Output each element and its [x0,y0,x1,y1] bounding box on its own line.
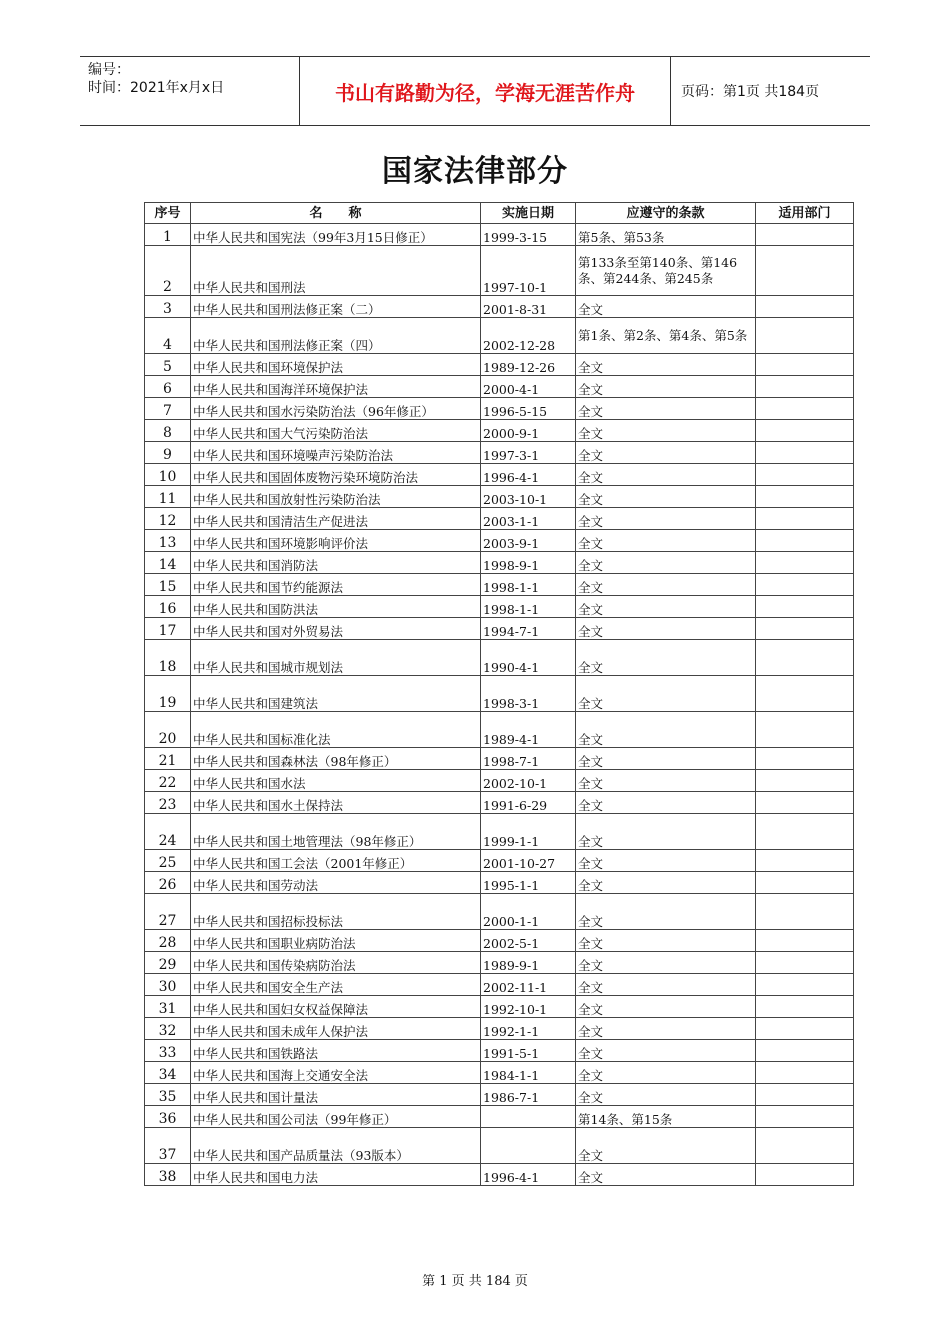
table-row [145,952,854,974]
cell-no: 18 [145,640,191,676]
cell-dept [756,224,854,246]
cell-clause: 第133条至第140条、第146条、第244条、第245条 [576,246,756,296]
time-label: 时间：2021年x月x日 [88,80,225,96]
cell-name: 中华人民共和国环境噪声污染防治法 [191,442,481,464]
cell-date: 1984-1-1 [481,1062,576,1084]
table-row [145,748,854,770]
cell-dept [756,486,854,508]
cell-name: 中华人民共和国固体废物污染环境防治法 [191,464,481,486]
cell-no: 23 [145,792,191,814]
cell-clause: 全文 [576,1164,756,1186]
cell-dept [756,464,854,486]
cell-dept [756,596,854,618]
cell-no: 7 [145,398,191,420]
cell-dept [756,974,854,996]
table-body [145,224,854,1186]
cell-date: 1989-12-26 [481,354,576,376]
cell-no: 14 [145,552,191,574]
col-header-date: 实施日期 [481,203,576,224]
cell-no: 13 [145,530,191,552]
cell-no: 5 [145,354,191,376]
cell-date: 1990-4-1 [481,640,576,676]
cell-clause: 全文 [576,1018,756,1040]
cell-name: 中华人民共和国水污染防治法（96年修正） [191,398,481,420]
cell-date: 1999-3-15 [481,224,576,246]
cell-dept [756,712,854,748]
table-row [145,574,854,596]
cell-dept [756,930,854,952]
number-label: 编号： [88,62,130,78]
cell-clause: 全文 [576,618,756,640]
cell-name: 中华人民共和国传染病防治法 [191,952,481,974]
cell-name: 中华人民共和国土地管理法（98年修正） [191,814,481,850]
cell-date: 2003-1-1 [481,508,576,530]
cell-date: 1997-3-1 [481,442,576,464]
cell-date: 1999-1-1 [481,814,576,850]
cell-name: 中华人民共和国建筑法 [191,676,481,712]
cell-no: 22 [145,770,191,792]
cell-name: 中华人民共和国消防法 [191,552,481,574]
cell-date [481,1106,576,1128]
cell-no: 37 [145,1128,191,1164]
table-row [145,676,854,712]
cell-clause: 全文 [576,420,756,442]
cell-dept [756,354,854,376]
cell-name: 中华人民共和国环境保护法 [191,354,481,376]
cell-name: 中华人民共和国公司法（99年修正） [191,1106,481,1128]
cell-dept [756,748,854,770]
table-row [145,1164,854,1186]
cell-no: 26 [145,872,191,894]
cell-date: 2000-1-1 [481,894,576,930]
cell-dept [756,398,854,420]
page-title: 国家法律部分 [382,154,568,189]
cell-clause: 全文 [576,676,756,712]
cell-date: 2003-10-1 [481,486,576,508]
table-row [145,850,854,872]
table-row [145,894,854,930]
cell-date: 1991-6-29 [481,792,576,814]
cell-date: 1986-7-1 [481,1084,576,1106]
table-row [145,618,854,640]
table-row [145,296,854,318]
table-row [145,508,854,530]
cell-date: 1992-1-1 [481,1018,576,1040]
col-header-dept: 适用部门 [756,203,854,224]
cell-name: 中华人民共和国未成年人保护法 [191,1018,481,1040]
cell-clause: 全文 [576,930,756,952]
cell-clause: 全文 [576,872,756,894]
cell-clause: 全文 [576,770,756,792]
cell-dept [756,872,854,894]
cell-name: 中华人民共和国对外贸易法 [191,618,481,640]
cell-no: 11 [145,486,191,508]
table-row [145,1040,854,1062]
cell-name: 中华人民共和国宪法（99年3月15日修正） [191,224,481,246]
cell-date: 1991-5-1 [481,1040,576,1062]
cell-date: 2000-9-1 [481,420,576,442]
cell-dept [756,640,854,676]
cell-clause: 全文 [576,814,756,850]
cell-dept [756,318,854,354]
cell-dept [756,996,854,1018]
table-row [145,1128,854,1164]
cell-no: 10 [145,464,191,486]
cell-name: 中华人民共和国环境影响评价法 [191,530,481,552]
cell-name: 中华人民共和国产品质量法（93版本） [191,1128,481,1164]
cell-date: 2002-5-1 [481,930,576,952]
cell-name: 中华人民共和国职业病防治法 [191,930,481,952]
cell-dept [756,1164,854,1186]
law-table [144,202,854,1186]
cell-date: 1996-5-15 [481,398,576,420]
cell-dept [756,376,854,398]
cell-clause: 全文 [576,398,756,420]
cell-clause: 全文 [576,530,756,552]
cell-date: 1998-3-1 [481,676,576,712]
cell-date: 1998-7-1 [481,748,576,770]
cell-no: 31 [145,996,191,1018]
cell-clause: 全文 [576,1062,756,1084]
table-row [145,224,854,246]
cell-no: 29 [145,952,191,974]
cell-dept [756,792,854,814]
cell-date: 1998-1-1 [481,596,576,618]
table-row [145,1018,854,1040]
table-row [145,974,854,996]
cell-no: 3 [145,296,191,318]
table-row [145,318,854,354]
table-header-row [145,203,854,224]
cell-no: 8 [145,420,191,442]
cell-name: 中华人民共和国清洁生产促进法 [191,508,481,530]
cell-date: 1989-4-1 [481,712,576,748]
cell-dept [756,296,854,318]
cell-date: 1996-4-1 [481,464,576,486]
table-row [145,442,854,464]
cell-clause: 全文 [576,952,756,974]
cell-dept [756,1018,854,1040]
cell-dept [756,574,854,596]
cell-dept [756,420,854,442]
cell-no: 1 [145,224,191,246]
cell-no: 33 [145,1040,191,1062]
cell-clause: 第1条、第2条、第4条、第5条 [576,318,756,354]
table-row [145,596,854,618]
cell-name: 中华人民共和国妇女权益保障法 [191,996,481,1018]
table-row [145,420,854,442]
cell-date: 1995-1-1 [481,872,576,894]
table-row [145,530,854,552]
cell-date: 1998-9-1 [481,552,576,574]
cell-dept [756,676,854,712]
cell-clause: 全文 [576,596,756,618]
cell-name: 中华人民共和国海上交通安全法 [191,1062,481,1084]
table-row [145,486,854,508]
cell-name: 中华人民共和国刑法修正案（二） [191,296,481,318]
cell-name: 中华人民共和国刑法 [191,246,481,296]
cell-no: 16 [145,596,191,618]
cell-clause: 全文 [576,464,756,486]
cell-dept [756,442,854,464]
cell-name: 中华人民共和国大气污染防治法 [191,420,481,442]
cell-clause: 第14条、第15条 [576,1106,756,1128]
cell-clause: 全文 [576,442,756,464]
cell-no: 4 [145,318,191,354]
cell-name: 中华人民共和国放射性污染防治法 [191,486,481,508]
cell-no: 27 [145,894,191,930]
cell-clause: 全文 [576,354,756,376]
cell-no: 30 [145,974,191,996]
cell-clause: 全文 [576,712,756,748]
cell-name: 中华人民共和国工会法（2001年修正） [191,850,481,872]
cell-date: 2001-10-27 [481,850,576,872]
cell-no: 35 [145,1084,191,1106]
cell-date: 2002-10-1 [481,770,576,792]
cell-dept [756,530,854,552]
cell-name: 中华人民共和国劳动法 [191,872,481,894]
cell-no: 12 [145,508,191,530]
cell-name: 中华人民共和国计量法 [191,1084,481,1106]
table-row [145,1106,854,1128]
cell-date: 1989-9-1 [481,952,576,974]
cell-dept [756,770,854,792]
cell-clause: 全文 [576,974,756,996]
cell-dept [756,1128,854,1164]
cell-no: 25 [145,850,191,872]
cell-clause: 全文 [576,552,756,574]
cell-no: 6 [145,376,191,398]
cell-dept [756,1084,854,1106]
table-row [145,464,854,486]
table-row [145,1062,854,1084]
cell-dept [756,850,854,872]
table-row [145,398,854,420]
cell-clause: 全文 [576,1084,756,1106]
cell-no: 24 [145,814,191,850]
cell-name: 中华人民共和国水法 [191,770,481,792]
cell-no: 32 [145,1018,191,1040]
table-row [145,1084,854,1106]
page-footer: 第 1 页 共 184 页 [422,1274,528,1289]
cell-clause: 全文 [576,574,756,596]
cell-clause: 全文 [576,296,756,318]
col-header-clause: 应遵守的条款 [576,203,756,224]
table-row [145,354,854,376]
cell-no: 34 [145,1062,191,1084]
cell-dept [756,552,854,574]
cell-dept [756,814,854,850]
cell-dept [756,952,854,974]
cell-date: 1996-4-1 [481,1164,576,1186]
cell-name: 中华人民共和国节约能源法 [191,574,481,596]
cell-name: 中华人民共和国标准化法 [191,712,481,748]
table-row [145,930,854,952]
header-motto: 书山有路勤为径，学海无涯苦作舟 [299,57,671,125]
cell-dept [756,1062,854,1084]
page-header [80,56,870,126]
cell-dept [756,246,854,296]
cell-date: 2002-12-28 [481,318,576,354]
cell-name: 中华人民共和国铁路法 [191,1040,481,1062]
cell-no: 28 [145,930,191,952]
cell-no: 17 [145,618,191,640]
col-header-no: 序号 [145,203,191,224]
cell-date: 1994-7-1 [481,618,576,640]
cell-name: 中华人民共和国城市规划法 [191,640,481,676]
table-row [145,552,854,574]
cell-name: 中华人民共和国安全生产法 [191,974,481,996]
table-row [145,246,854,296]
cell-name: 中华人民共和国刑法修正案（四） [191,318,481,354]
cell-name: 中华人民共和国招标投标法 [191,894,481,930]
cell-clause: 全文 [576,850,756,872]
cell-clause: 全文 [576,1128,756,1164]
cell-clause: 全文 [576,1040,756,1062]
cell-clause: 全文 [576,640,756,676]
cell-no: 20 [145,712,191,748]
cell-clause: 第5条、第53条 [576,224,756,246]
cell-date [481,1128,576,1164]
table-row [145,872,854,894]
cell-clause: 全文 [576,376,756,398]
cell-date: 1992-10-1 [481,996,576,1018]
cell-date: 1998-1-1 [481,574,576,596]
table-row [145,996,854,1018]
cell-dept [756,894,854,930]
cell-date: 2002-11-1 [481,974,576,996]
cell-dept [756,508,854,530]
cell-name: 中华人民共和国海洋环境保护法 [191,376,481,398]
cell-no: 36 [145,1106,191,1128]
cell-clause: 全文 [576,792,756,814]
header-page-info: 页码：第1页 共184页 [681,84,820,100]
cell-no: 21 [145,748,191,770]
table-row [145,376,854,398]
cell-clause: 全文 [576,508,756,530]
cell-clause: 全文 [576,996,756,1018]
table-row [145,712,854,748]
cell-dept [756,1040,854,1062]
cell-clause: 全文 [576,748,756,770]
cell-no: 15 [145,574,191,596]
header-meta [80,57,299,125]
cell-clause: 全文 [576,486,756,508]
table-row [145,770,854,792]
cell-no: 2 [145,246,191,296]
cell-dept [756,1106,854,1128]
cell-date: 1997-10-1 [481,246,576,296]
cell-date: 2000-4-1 [481,376,576,398]
cell-dept [756,618,854,640]
table-row [145,814,854,850]
cell-date: 2001-8-31 [481,296,576,318]
col-header-name: 名 称 [191,203,481,224]
cell-name: 中华人民共和国电力法 [191,1164,481,1186]
cell-date: 2003-9-1 [481,530,576,552]
cell-name: 中华人民共和国森林法（98年修正） [191,748,481,770]
table-row [145,640,854,676]
table-row [145,792,854,814]
cell-name: 中华人民共和国防洪法 [191,596,481,618]
cell-no: 19 [145,676,191,712]
cell-clause: 全文 [576,894,756,930]
cell-name: 中华人民共和国水土保持法 [191,792,481,814]
cell-no: 38 [145,1164,191,1186]
cell-no: 9 [145,442,191,464]
